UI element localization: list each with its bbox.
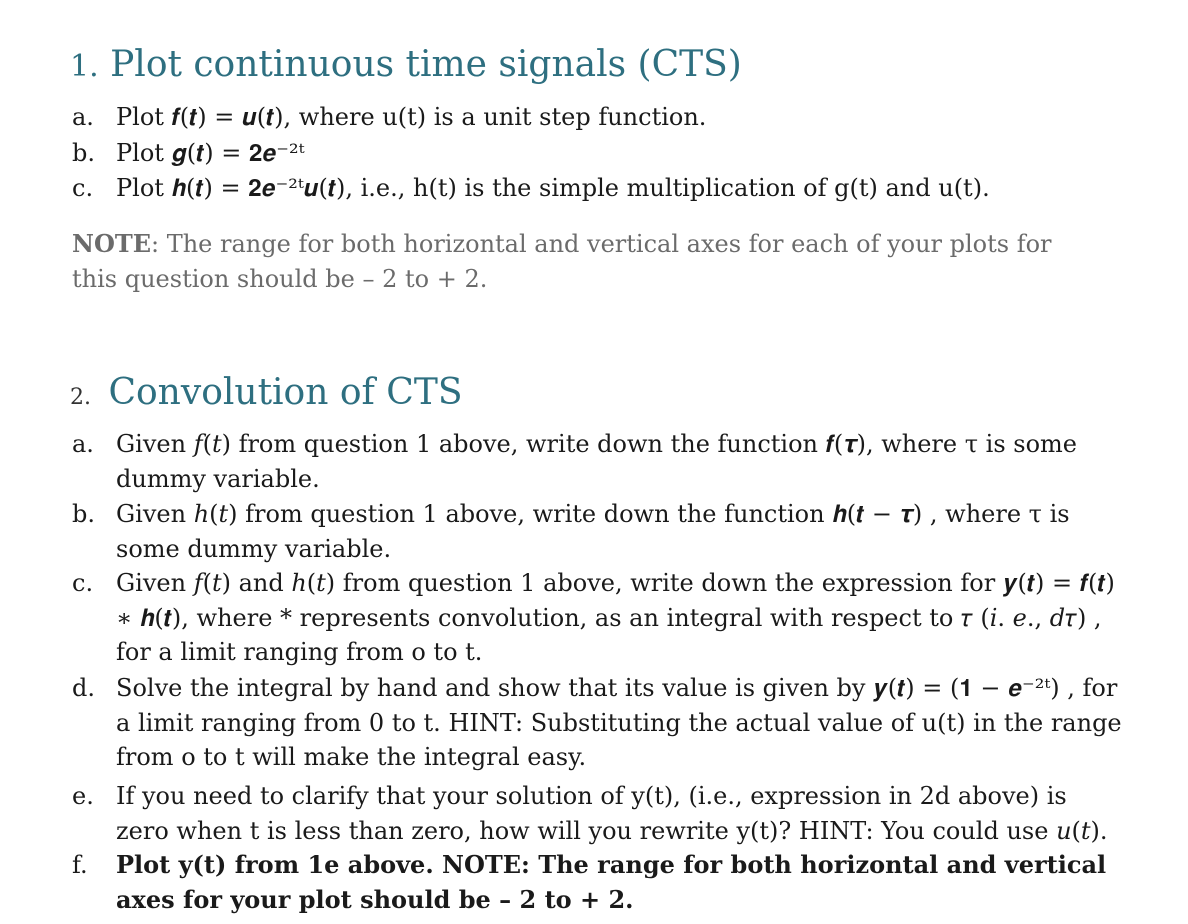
item-text: If you need to clarify that your solution of y(t), (i.e., expression in 2d above) is zero when t is less than zero, how will you rewrite y(t)? HINT: You could use 𝑢(𝑡). [116,782,1108,845]
section-1-item-a [72,100,1122,135]
item-label: a. [72,103,94,131]
section-1-note [72,226,1072,297]
item-label: e. [72,782,94,810]
section-2-item-f [72,848,1122,917]
note-text: : The range for both horizontal and vertical axes for each of your plots for this question should be – 2 to + 2. [72,230,1052,293]
section-2-heading [70,372,463,413]
section-1-number: 1. [70,49,99,84]
section-2-number: 2. [70,385,91,410]
item-text: Given ℎ(𝑡) from question 1 above, write down the function 𝒉(𝒕 − 𝝉) , where τ is some dummy variable. [116,500,1070,563]
item-label: c. [72,569,94,597]
note-label: NOTE [72,229,151,258]
section-1-heading [70,44,742,85]
item-text: Plot y(t) from 1e above. NOTE: The range for both horizontal and vertical axes for your plot should be – 2 to + 2. [116,850,1107,914]
item-text: Plot 𝒉(𝒕) = 𝟐𝒆⁻²ᵗ𝒖(𝒕), i.e., h(t) is the simple multiplication of g(t) and u(t). [116,174,990,202]
item-label: f. [72,851,88,879]
section-2-item-e [72,779,1122,848]
section-2-item-b [72,497,1122,566]
item-text: Plot 𝒇(𝒕) = 𝒖(𝒕), where u(t) is a unit step function. [116,103,707,131]
item-label: b. [72,500,95,528]
section-2-item-c [72,566,1122,670]
section-1-item-b [72,136,1122,171]
section-1-title: Plot continuous time signals (CTS) [110,44,742,85]
item-label: d. [72,674,95,702]
item-text: Given 𝑓(𝑡) from question 1 above, write down the function 𝒇(𝝉), where τ is some dummy variable. [116,430,1077,493]
section-1-item-c [72,171,1122,206]
item-text: Plot 𝒈(𝒕) = 𝟐𝒆⁻²ᵗ [116,139,305,167]
item-text: Given 𝑓(𝑡) and ℎ(𝑡) from question 1 above, write down the expression for 𝒚(𝒕) = 𝒇(𝒕) ∗ 𝒉(𝒕), where * represents convolution, as an integral with respect to 𝜏 (𝑖. 𝑒., 𝑑𝜏) , for a limit ranging from o to t. [116,569,1115,666]
item-label: b. [72,139,95,167]
section-2-title: Convolution of CTS [108,372,463,413]
section-2-item-a [72,427,1122,496]
section-2-item-d [72,671,1122,775]
item-text: Solve the integral by hand and show that its value is given by 𝒚(𝒕) = (𝟏 − 𝒆⁻²ᵗ) , for a limit ranging from 0 to t. HINT: Substituting the actual value of u(t) in the range from o to t will make the integral easy. [116,674,1122,771]
item-label: a. [72,430,94,458]
item-label: c. [72,174,94,202]
